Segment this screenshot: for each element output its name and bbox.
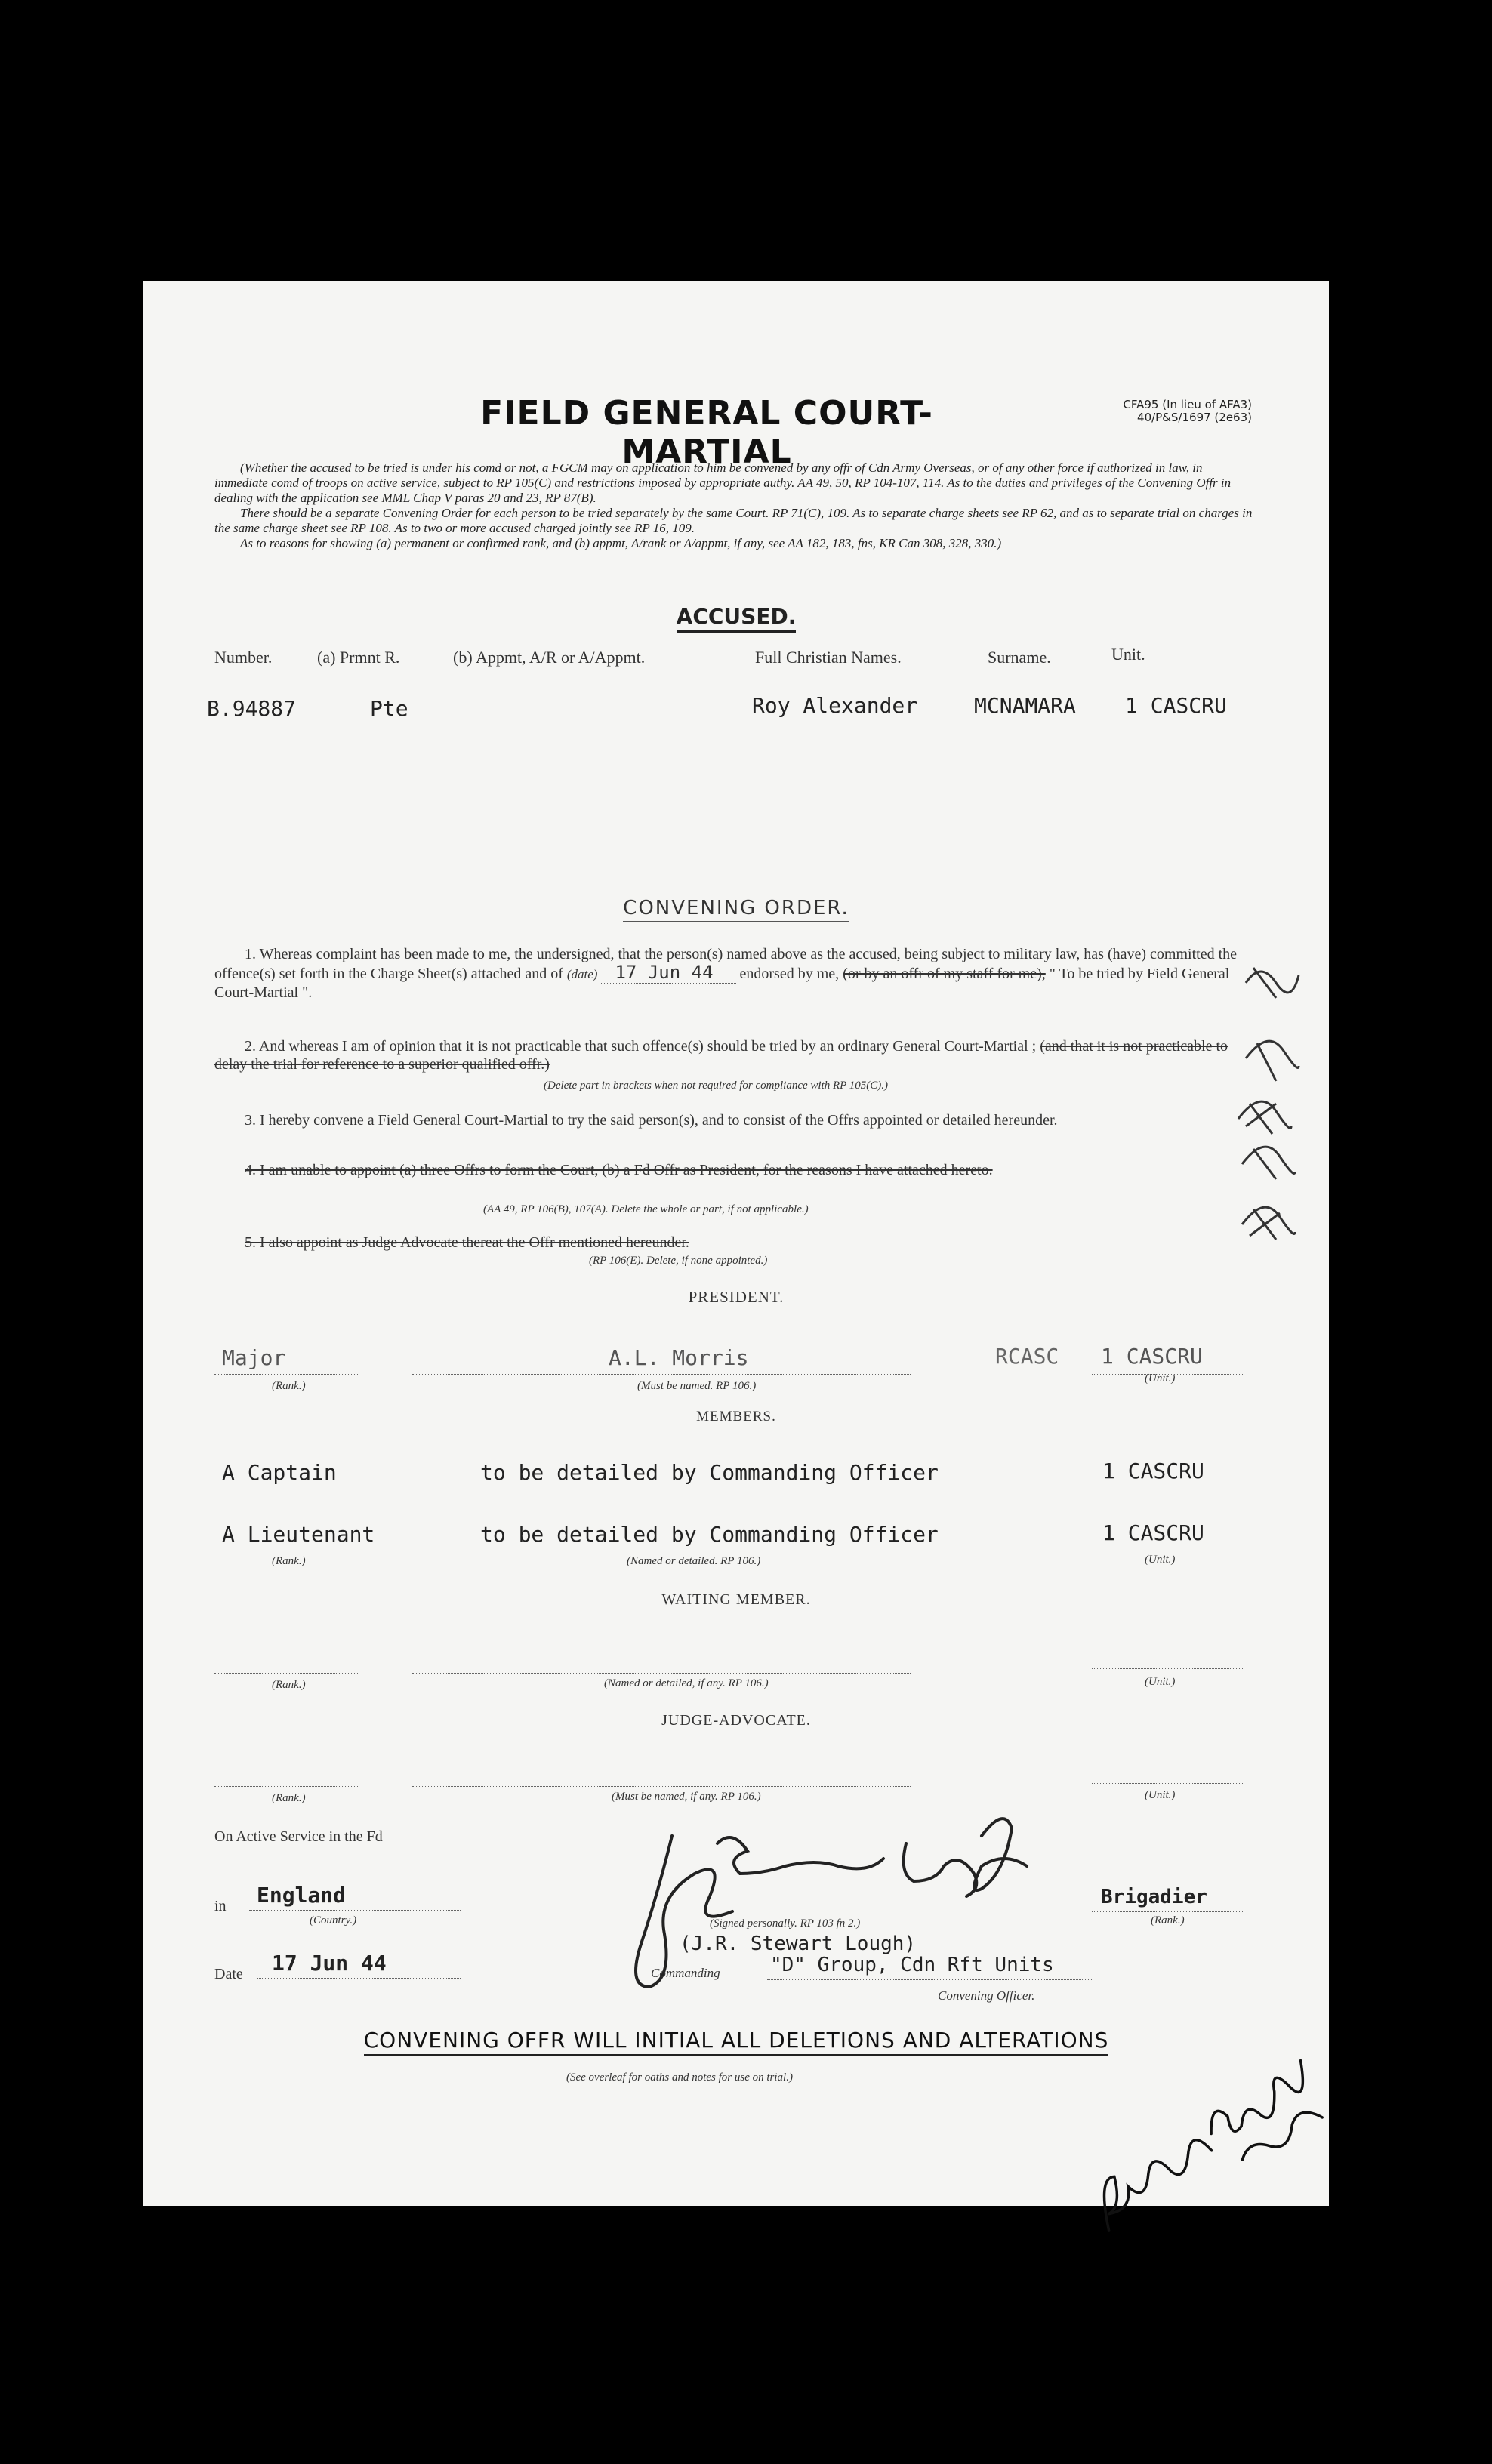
paragraph-4-note: (AA 49, RP 106(B), 107(A). Delete the whole or part, if not applicable.) (483, 1203, 809, 1215)
paragraph-1: 1. Whereas complaint has been made to me, the undersigned, that the person(s) named above as the accused, being subject to military law, has (have) committed the offence(s) set forth in the Charge Sheet(s) attached and of (date) 17 Jun 44 endorsed by me, (or by an offr of my staff for me), " To be tried by Field General Court-Martial ". (214, 946, 1238, 1001)
paragraph-5-note: (RP 106(E). Delete, if none appointed.) (589, 1255, 768, 1267)
member-2-unit: 1 CASCRU (1102, 1520, 1204, 1545)
accused-names: Roy Alexander (752, 693, 918, 718)
member-1-name: to be detailed by Commanding Officer (480, 1460, 939, 1485)
accused-number: B.94887 (207, 696, 297, 721)
signatory-rank: Brigadier (1101, 1886, 1207, 1908)
col-surname-header: Surname. (988, 648, 1051, 667)
court-martial-form-page: FIELD GENERAL COURT-MARTIAL CFA95 (In lieu of AFA3) 40/P&S/1697 (2e63) (Whether the accused to be tried is under his comd or not, a FGCM may on application to him be convened by any offr of Cdn Army Overseas, or of any other force if authorized in law, in immediate comd of troops on active service, subject to RP 105(C) and restrictions imposed by appropriate authy. AA 49, 50, RP 104-107, 114. As to the duties and privileges of the Convening Offr in dealing with the application see MML Chap V paras 20 and 23, RP 87(B). There should be a separate Convening Order for each person to be tried separately by the same Court. RP 71(C), 109. As to separate charge sheets see RP 62, and as to separate trial on charges in the same charge sheet see RP 108. As to two or more accused charged jointly see RP 16, 109. As to reasons for showing (a) permanent or confirmed rank, and (b) appmt, A/rank or A/appmt, if any, see AA 182, 183, fns, KR Can 308, 328, 330.) ACCUSED. Number. (a) Prmnt R. (b) Appmt, A/R or A/Appmt. Full Christian Names. Surname. Unit. B.94887 Pte Roy Alexander MCNAMARA 1 CASCRU CONVENING ORDER. 1. Whereas complaint has been made to me, the undersigned, that the person(s) named above as the accused, being subject to military law, has (have) committed the offence(s) set forth in the Charge Sheet(s) attached and of (date) 17 Jun 44 endorsed by me, (or by an offr of my staff for me), " To be tried by Field General Court-Martial ". 2. And whereas I am of opinion that it is not practicable that such offence(s) should be tried by an ordinary General Court-Martial ; (and that it is not practicable to delay the trial for reference to a superior qualified offr.) (Delete part in brackets when not required for compliance with RP 105(C).) 3. I hereby convene a Field General Court-Martial to try the said person(s), and to consist of the Offrs appointed or detailed hereunder. 4. I am unable to appoint (a) three Offrs to form the Court, (b) a Fd Offr as President, for the reasons I have attached hereto. (AA 49, RP 106(B), 107(A). Delete the whole or part, if not applicable.) 5. I also appoint as Judge Advocate thereat the Offr mentioned hereunder. (RP 106(E). Delete, if none appointed.) PRESIDENT. Major A.L. Morris RCASC 1 CASCRU (Rank.) (Must be named. RP 106.) (Unit.) MEMBERS. A Captain to be detailed by Commanding Officer 1 CASCRU A Lieutenant to be detailed by Commanding Officer 1 CASCRU (Rank.) (Named or detailed. RP 106.) (Unit.) WAITING MEMBER. (Rank.) (Named or detailed, if any. RP 106.) (Unit.) JUDGE-ADVOCATE. (Rank.) (Must be named, if any. RP 106.) (Unit.) On Active Service in the Fd in England (Country.) Date 17 Jun 44 (Signed personally. RP 103 fn 2.) (J.R. Stewart Lough) Commanding "D" Group, Cdn Rft Units Convening Officer. Brigadier (Rank.) CONVENING OFFR WILL INITIAL ALL DELETIONS AND ALTERATIONS (See overleaf for oaths and notes for use on trial.) (143, 281, 1329, 2206)
country: England (257, 1883, 347, 1908)
member-1-unit: 1 CASCRU (1102, 1458, 1204, 1483)
member-2-rank: A Lieutenant (222, 1522, 375, 1547)
initials-marks (1223, 938, 1329, 1330)
col-number-header: Number. (214, 648, 273, 667)
form-instructions: (Whether the accused to be tried is under his comd or not, a FGCM may on application to him be convened by any offr of Cdn Army Overseas, or of any other force if authorized in law, in immediate comd of troops on active service, subject to RP 105(C) and restrictions imposed by appropriate authy. AA 49, 50, RP 104-107, 114. As to the duties and privileges of the Convening Offr in dealing with the application see MML Chap V paras 20 and 23, RP 87(B). There should be a separate Convening Order for each person to be tried separately by the same Court. RP 71(C), 109. As to separate charge sheets see RP 62, and as to separate trial on charges in the same charge sheet see RP 108. As to two or more accused charged jointly see RP 16, 109. As to reasons for showing (a) permanent or confirmed rank, and (b) appmt, A/rank or A/appmt, if any, see AA 182, 183, fns, KR Can 308, 328, 330.) (214, 460, 1253, 550)
col-rank-header: (a) Prmnt R. (317, 648, 400, 667)
signatory-name: (J.R. Stewart Lough) (680, 1933, 917, 1955)
member-2-name: to be detailed by Commanding Officer (480, 1522, 939, 1547)
signed-date: 17 Jun 44 (272, 1951, 387, 1976)
overleaf-note: (See overleaf for oaths and notes for use on trial.) (566, 2071, 793, 2084)
paragraph-5: 5. I also appoint as Judge Advocate thereat the Offr mentioned hereunder. (245, 1234, 689, 1251)
initial-deletions-notice: CONVENING OFFR WILL INITIAL ALL DELETIONS AND ALTERATIONS (143, 2028, 1329, 2053)
col-appmt-header: (b) Appmt, A/R or A/Appmt. (453, 648, 646, 667)
paragraph-3: 3. I hereby convene a Field General Court-Martial to try the said person(s), and to consist of the Offrs appointed or detailed hereunder. (245, 1112, 1058, 1129)
accused-unit: 1 CASCRU (1125, 693, 1227, 718)
president-rank: Major (222, 1345, 286, 1370)
command-group: "D" Group, Cdn Rft Units (770, 1954, 1054, 1976)
accused-heading: ACCUSED. (143, 604, 1329, 629)
convening-order-heading: CONVENING ORDER. (143, 897, 1329, 919)
president-initials-annotation (1072, 2091, 1344, 2197)
paragraph-2: 2. And whereas I am of opinion that it is not practicable that such offence(s) should be tried by an ordinary General Court-Martial ; (and that it is not practicable to delay the trial for reference to a superior qualified offr.) (214, 1038, 1228, 1073)
col-unit-header: Unit. (1111, 645, 1145, 664)
president-corps: RCASC (995, 1344, 1059, 1369)
members-heading: MEMBERS. (696, 1409, 776, 1424)
accused-rank: Pte (370, 696, 408, 721)
member-1-rank: A Captain (222, 1460, 337, 1485)
president-heading: PRESIDENT. (688, 1288, 785, 1306)
president-unit: 1 CASCRU (1101, 1344, 1203, 1369)
active-service-line: On Active Service in the Fd (214, 1828, 383, 1845)
charge-date: 17 Jun 44 (601, 962, 735, 984)
col-names-header: Full Christian Names. (755, 648, 902, 667)
form-number: CFA95 (In lieu of AFA3) 40/P&S/1697 (2e63) (1123, 398, 1252, 424)
form-title: FIELD GENERAL COURT-MARTIAL (480, 394, 933, 471)
judge-advocate-heading: JUDGE-ADVOCATE. (661, 1712, 811, 1729)
waiting-member-heading: WAITING MEMBER. (661, 1591, 811, 1608)
president-name: A.L. Morris (609, 1345, 749, 1370)
paragraph-4: 4. I am unable to appoint (a) three Offrs to form the Court, (b) a Fd Offr as President, for the reasons I have attached hereto. (245, 1162, 993, 1178)
accused-surname: MCNAMARA (974, 693, 1076, 718)
paragraph-2-note: (Delete part in brackets when not required for compliance with RP 105(C).) (544, 1080, 889, 1092)
